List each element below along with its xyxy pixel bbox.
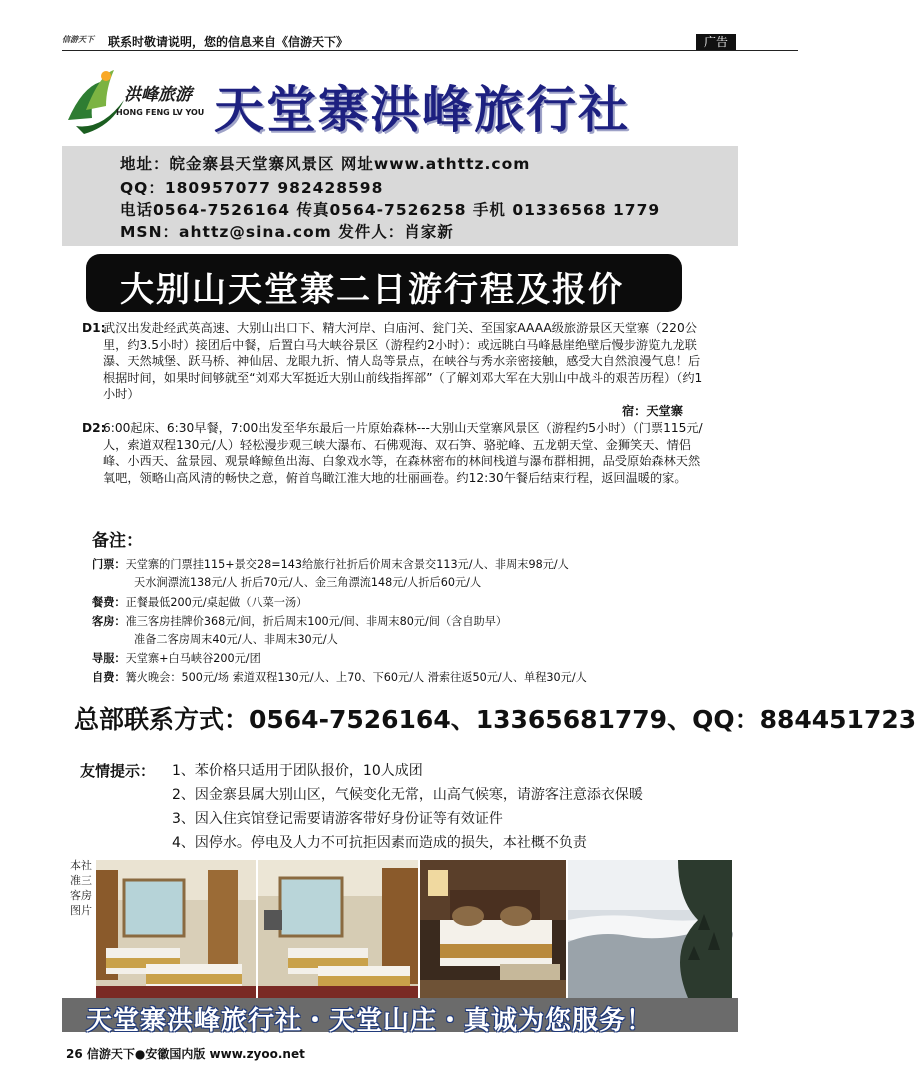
- address-line: 地址：皖金寨县天堂寨风景区 网址www.athttz.com: [120, 155, 531, 173]
- tickets-label: 门票：: [92, 558, 126, 571]
- tip-item: 3、因入住宾馆登记需要请游客带好身份证等有效证件: [172, 811, 503, 827]
- slogan-text: 天堂寨洪峰旅行社・天堂山庄・真诚为您服务！: [86, 1006, 654, 1036]
- room-photo: [258, 860, 418, 998]
- itinerary-banner-title: 大别山天堂寨二日游行程及报价: [120, 270, 624, 310]
- tips-title: 友情提示：: [80, 762, 156, 780]
- self-pay-label: 自费：: [92, 671, 126, 684]
- magazine-logo-small: 信游天下: [62, 35, 94, 44]
- contact-panel: [62, 146, 738, 246]
- logo-english-text: HONG FENG LV YOU: [116, 108, 205, 117]
- day1-text: 武汉出发赴经武英高速、大别山出口下、精大河岸、白庙河、瓮门关、至国家AAAA级旅游景区天堂寨（220公里，约3.5小时）接团后中餐，后置白马大峡谷景区（游程约2小时）：或远眺白马峰悬崖绝壁后慢步游览九龙联瀑、天然城堡、跃马桥、神仙居、龙眼九折、情人岛等景点，在峡谷与秀水亲密接触，感受大自然浪漫气息！后根据时间，如果时间够就至“刘邓大军挺近大别山前线指挥部”（了解刘邓大军在大别山中战斗的艰苦历程）（约1小时）: [103, 321, 703, 402]
- tip-item: 1、苯价格只适用于团队报价，10人成团: [172, 763, 423, 779]
- remarks-title: 备注：: [92, 531, 143, 551]
- room-photo: [420, 860, 566, 998]
- tickets-text: 天堂寨的门票挂115+景交28=143给旅行社折后价周末含景交113元/人、非周末98元/人: [125, 558, 569, 571]
- day1-label: D1:: [82, 321, 106, 335]
- top-bar: [0, 30, 800, 52]
- meals-text: 正餐最低200元/桌起做（八菜一汤）: [125, 596, 308, 609]
- day1-stay: 宿：天堂寨: [622, 404, 683, 418]
- guide-row: [92, 650, 261, 666]
- day2-label: D2:: [82, 421, 106, 435]
- phone-line: 电话0564-7526164 传真0564-7526258 手机 01336568 1779: [120, 201, 661, 219]
- agency-title: 天堂寨洪峰旅行社: [214, 80, 630, 139]
- room-photo: [96, 860, 256, 998]
- self-pay-text: 篝火晚会：500元/场 索道双程130元/人、上70、下60元/人 滑索往返50元/人、单程30元/人: [125, 671, 587, 684]
- tickets-row: [92, 556, 569, 572]
- meals-row: [92, 594, 307, 610]
- divider-line: [62, 50, 798, 51]
- self-pay-row: [92, 669, 587, 685]
- rooms-text-2: 准备二客房周末40元/人、非周末30元/人: [134, 633, 338, 646]
- hq-contact: 总部联系方式：0564-7526164、13365681779、QQ：884451723: [74, 705, 916, 734]
- msn-line: MSN：ahttz@sina.com 发件人：肖家新: [120, 223, 454, 241]
- rooms-row: [92, 613, 507, 629]
- agency-logo: [62, 60, 205, 140]
- day2-text: 6:00起床、6:30早餐，7:00出发至华东最后一片原始森林---大别山天堂寨风景区（游程约5小时）（门票115元/人，索道双程130元/人）轻松漫步观三峡大瀑布、石佛观海、双石笋、骆驼峰、五龙朝天堂、金狮笑天、情侣峰、小西天、盆景园、观景峰鲸鱼出海、白象戏水等，在森林密布的林间栈道与瀑布群相拥，品受原始森林天然氧吧，领略山高风清的畅快之意，俯首鸟瞰江淮大地的壮丽画卷。约12:30午餐后结束行程，返回温暖的家。: [103, 421, 703, 485]
- tickets-text-2: 天水涧漂流138元/人 折后70元/人、金三角漂流148元/人折后60元/人: [134, 576, 482, 589]
- guide-text: 天堂寨+白马峡谷200元/团: [125, 652, 261, 665]
- tip-item: 4、因停水。停电及人力不可抗拒因素而造成的损失，本社概不负责: [172, 835, 587, 851]
- logo-chinese-text: 洪峰旅游: [124, 85, 192, 105]
- tip-item: 2、因金寨县属大别山区，气候变化无常，山高气候寒，请游客注意添衣保暖: [172, 787, 643, 803]
- qq-line: QQ：180957077 982428598: [120, 179, 384, 197]
- scenery-photo: [568, 860, 732, 998]
- rooms-text: 准三客房挂牌价368元/间，折后周末100元/间、非周末80元/间（含自助早）: [125, 615, 508, 628]
- photo-caption: 本社准三客房图片: [70, 859, 92, 917]
- page-footer: 26 信游天下●安徽国内版 www.zyoo.net: [66, 1047, 305, 1061]
- rooms-label: 客房：: [92, 615, 126, 628]
- guide-label: 导服：: [92, 652, 126, 665]
- meals-label: 餐费：: [92, 596, 126, 609]
- contact-notice: 联系时敬请说明，您的信息来自《信游天下》: [108, 35, 349, 49]
- ad-badge: 广告: [696, 34, 736, 50]
